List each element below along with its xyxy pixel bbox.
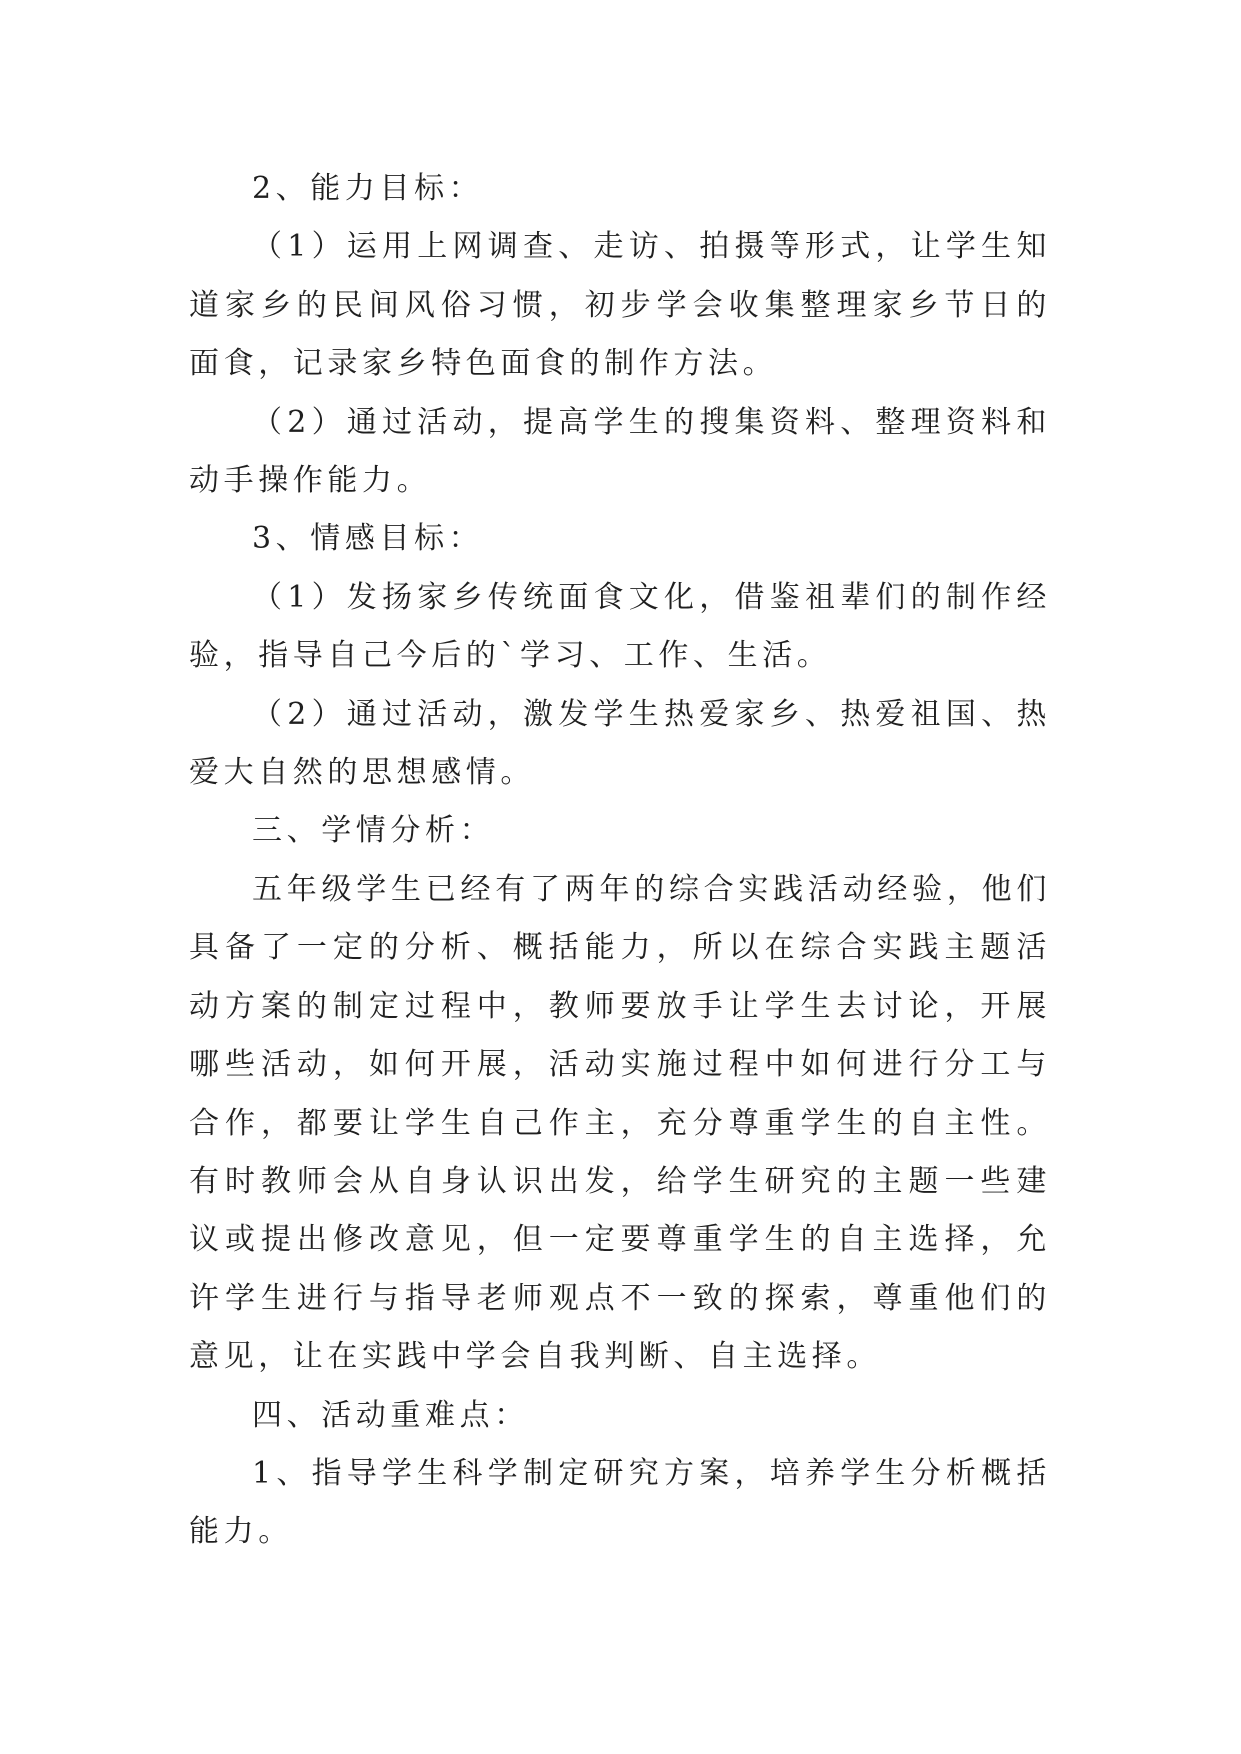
- paragraph: （1）发扬家乡传统面食文化，借鉴祖辈们的制作经验，指导自己今后的`学习、工作、生活。: [189, 579, 1051, 674]
- paragraph: 五年级学生已经有了两年的综合实践活动经验，他们具备了一定的分析、概括能力，所以在综合实践主题活动方案的制定过程中，教师要放手让学生去讨论，开展哪些活动，如何开展，活动实施过程中如何进行分工与合作，都要让学生自己作主，充分尊重学生的自主性。有时教师会从自身认识出发，给学生研究的主题一些建议或提出修改意见，但一定要尊重学生的自主选择，允许学生进行与指导老师观点不一致的探索，尊重他们的意见，让在实践中学会自我判断、自主选择。: [189, 871, 1051, 1375]
- section-heading-ability-goals: 2、能力目标：: [252, 171, 484, 206]
- section-heading-key-points: 四、活动重难点：: [252, 1397, 529, 1433]
- section-heading-emotional-goals: 3、情感目标：: [252, 521, 484, 557]
- paragraph: （1）运用上网调查、走访、拍摄等形式，让学生知道家乡的民间风俗习惯，初步学会收集整理家乡节日的面食，记录家乡特色面食的制作方法。: [189, 229, 1051, 382]
- paragraph: （2）通过活动，激发学生热爱家乡、热爱祖国、热爱大自然的思想感情。: [189, 696, 1051, 791]
- paragraph: 1、指导学生科学制定研究方案，培养学生分析概括能力。: [189, 1455, 1051, 1550]
- paragraph: （2）通过活动，提高学生的搜集资料、整理资料和动手操作能力。: [189, 404, 1051, 499]
- document-body: [189, 160, 1051, 1562]
- section-heading-student-analysis: 三、学情分析：: [252, 813, 495, 849]
